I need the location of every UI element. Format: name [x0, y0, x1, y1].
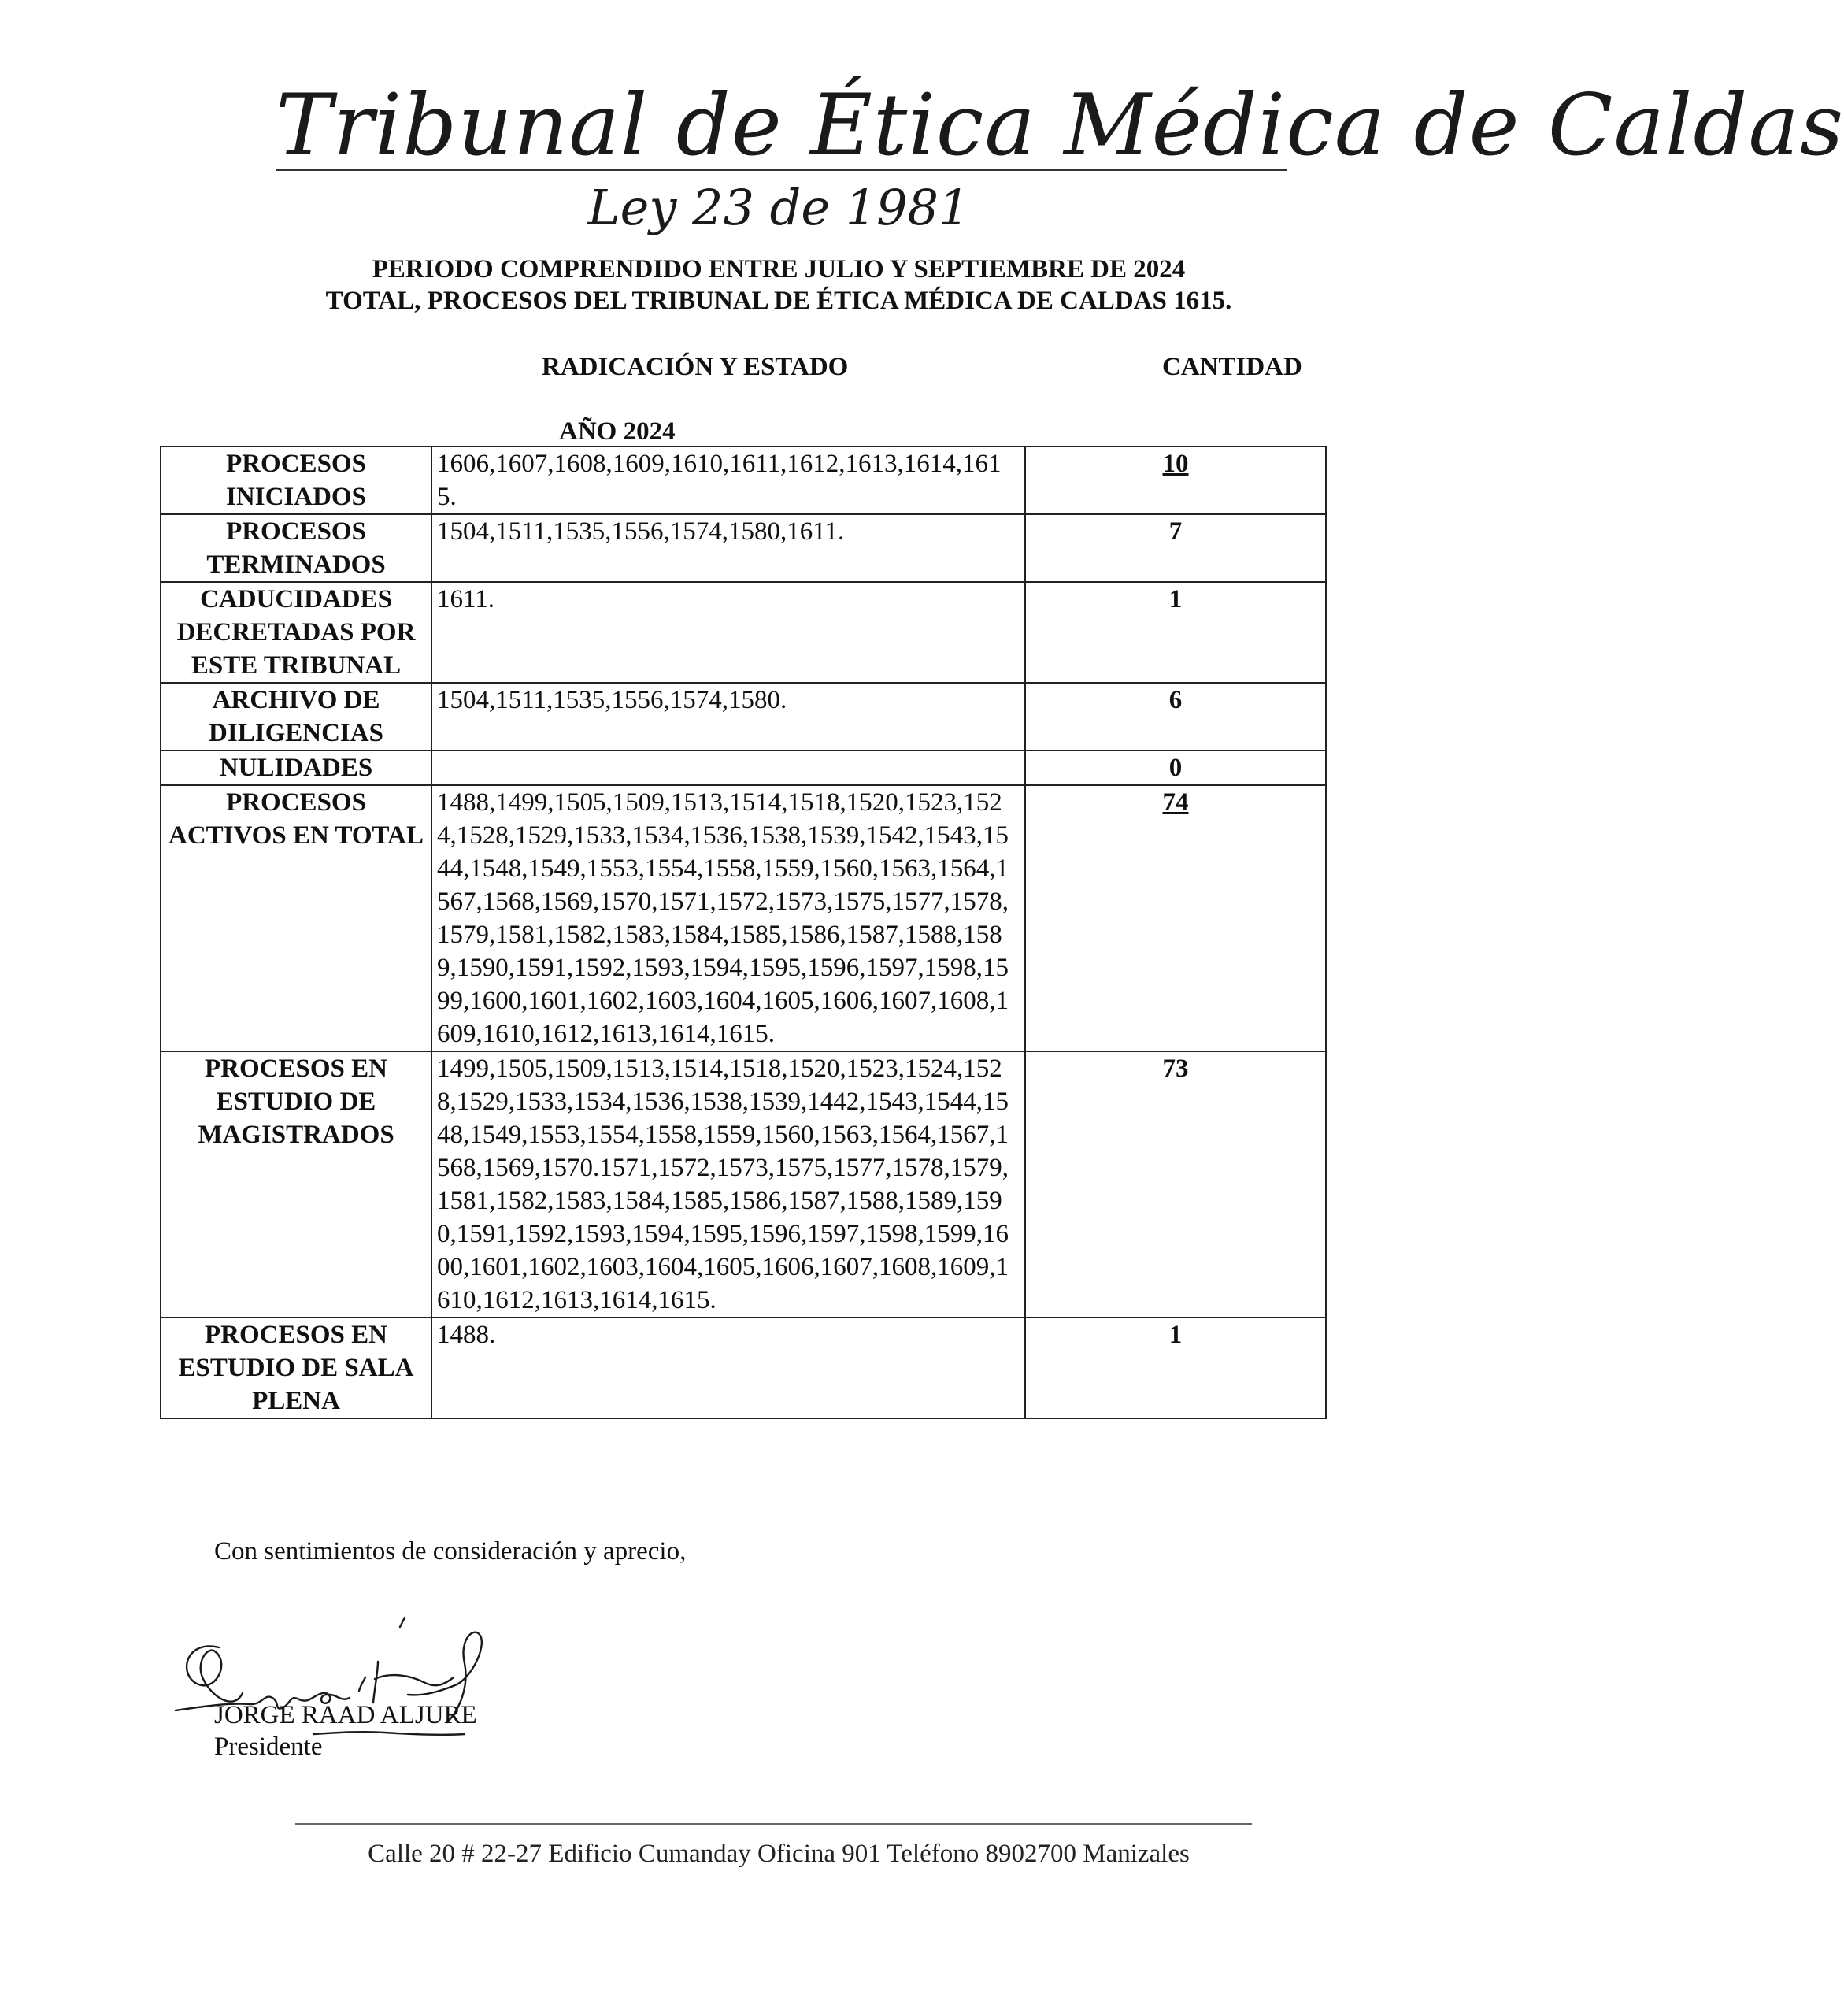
letterhead-title: Tribunal de Ética Médica de Caldas — [276, 76, 1844, 175]
row-process-numbers — [431, 750, 1025, 785]
signer-name: JORGE RAAD ALJURE — [214, 1701, 477, 1729]
footer-rule — [295, 1823, 1252, 1825]
row-quantity-cell — [1025, 514, 1326, 582]
period-heading: PERIODO COMPRENDIDO ENTRE JULIO Y SEPTIEMBRE DE 2024 — [372, 255, 1186, 284]
table-row — [161, 447, 1326, 514]
column-header-cantidad: CANTIDAD — [1162, 353, 1302, 381]
row-quantity: 1 — [1168, 1321, 1183, 1349]
row-label: ARCHIVO DE DILIGENCIAS — [161, 683, 431, 750]
row-label: CADUCIDADES DECRETADAS POR ESTE TRIBUNAL — [161, 582, 431, 683]
row-quantity-cell — [1025, 1317, 1326, 1418]
letterhead-rule — [276, 169, 1287, 171]
row-label: PROCESOS ACTIVOS EN TOTAL — [161, 785, 431, 1051]
row-quantity: 6 — [1168, 686, 1183, 714]
row-process-numbers: 1488,1499,1505,1509,1513,1514,1518,1520,1523,1524,1528,1529,1533,1534,1536,1538,1539,1542,1543,1544,1548,1549,1553,1554,1558,1559,1560,1563,1564,1567,1568,1569,1570,1571,1572,1573,1575,1577,1578,1579,1581,1582,1583,1584,1585,1586,1587,1588,1589,1590,1591,1592,1593,1594,1595,1596,1597,1598,1599,1600,1601,1602,1603,1604,1605,1606,1607,1608,1609,1610,1612,1613,1614,1615. — [431, 785, 1025, 1051]
total-processes-heading: TOTAL, PROCESOS DEL TRIBUNAL DE ÉTICA MÉDICA DE CALDAS 1615. — [325, 287, 1232, 315]
row-process-numbers: 1499,1505,1509,1513,1514,1518,1520,1523,1524,1528,1529,1533,1534,1536,1538,1539,1442,1543,1544,1548,1549,1553,1554,1558,1559,1560,1563,1564,1567,1568,1569,1570.1571,1572,1573,1575,1577,1578,1579,1581,1582,1583,1584,1585,1586,1587,1588,1589,1590,1591,1592,1593,1594,1595,1596,1597,1598,1599,1600,1601,1602,1603,1604,1605,1606,1607,1608,1609,1610,1612,1613,1614,1615. — [431, 1051, 1025, 1317]
row-process-numbers: 1488. — [431, 1317, 1025, 1418]
process-table — [160, 446, 1327, 1419]
row-quantity-cell — [1025, 750, 1326, 785]
row-quantity: 74 — [1162, 788, 1189, 817]
row-quantity: 7 — [1168, 517, 1183, 546]
row-quantity: 10 — [1162, 450, 1189, 478]
letterhead-subtitle: Ley 23 de 1981 — [587, 179, 970, 236]
row-quantity-cell — [1025, 582, 1326, 683]
row-process-numbers: 1504,1511,1535,1556,1574,1580. — [431, 683, 1025, 750]
row-quantity-cell — [1025, 447, 1326, 514]
row-quantity-cell — [1025, 785, 1326, 1051]
table-row — [161, 683, 1326, 750]
row-quantity-cell — [1025, 683, 1326, 750]
row-process-numbers: 1606,1607,1608,1609,1610,1611,1612,1613,1614,1615. — [431, 447, 1025, 514]
footer-address: Calle 20 # 22-27 Edificio Cumanday Oficina 901 Teléfono 8902700 Manizales — [368, 1840, 1190, 1868]
closing-line: Con sentimientos de consideración y aprecio, — [214, 1537, 687, 1566]
row-quantity: 1 — [1168, 585, 1183, 613]
row-quantity: 0 — [1168, 754, 1183, 782]
column-header-radicacion: RADICACIÓN Y ESTADO — [542, 353, 849, 381]
table-row — [161, 785, 1326, 1051]
row-label: PROCESOS TERMINADOS — [161, 514, 431, 582]
row-quantity-cell — [1025, 1051, 1326, 1317]
year-label: AÑO 2024 — [559, 417, 676, 446]
table-row — [161, 1317, 1326, 1418]
table-row — [161, 750, 1326, 785]
row-label: NULIDADES — [161, 750, 431, 785]
row-process-numbers: 1611. — [431, 582, 1025, 683]
row-quantity: 73 — [1162, 1054, 1189, 1083]
table-row — [161, 514, 1326, 582]
table-row — [161, 1051, 1326, 1317]
signer-role: Presidente — [214, 1732, 323, 1761]
row-process-numbers: 1504,1511,1535,1556,1574,1580,1611. — [431, 514, 1025, 582]
row-label: PROCESOS EN ESTUDIO DE MAGISTRADOS — [161, 1051, 431, 1317]
row-label: PROCESOS EN ESTUDIO DE SALA PLENA — [161, 1317, 431, 1418]
table-row — [161, 582, 1326, 683]
row-label: PROCESOS INICIADOS — [161, 447, 431, 514]
